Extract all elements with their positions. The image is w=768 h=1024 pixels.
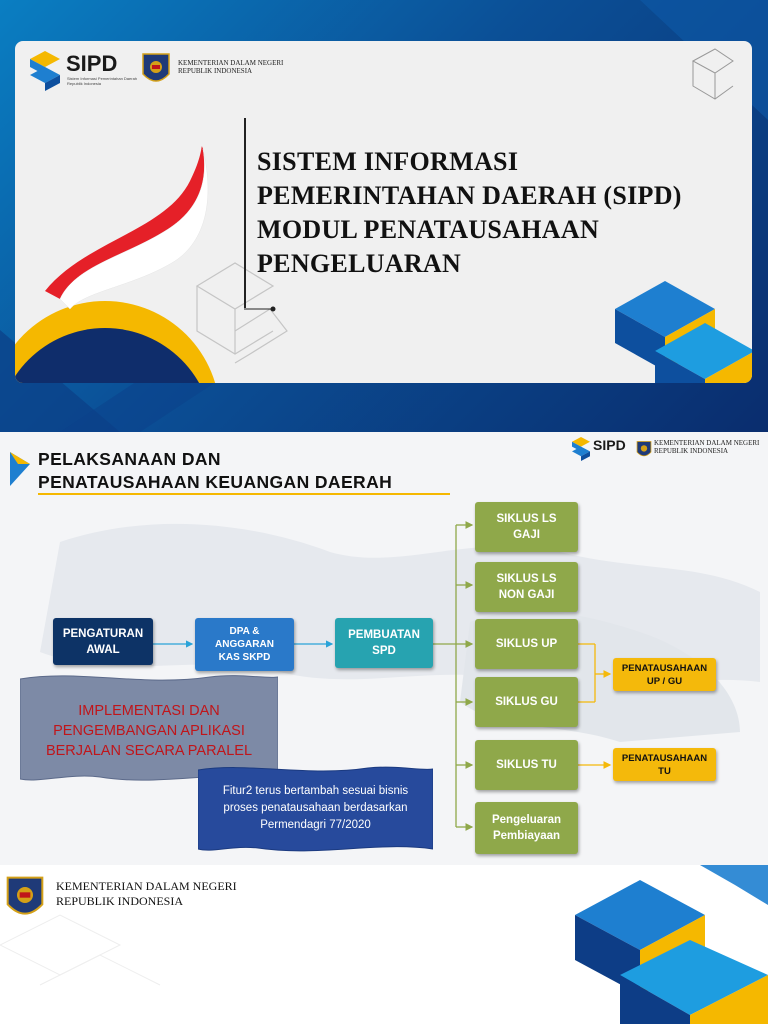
kemendagri-emblem-icon-large: [5, 875, 45, 923]
flow-box-siklus-gu[interactable]: SIKLUS GU: [475, 677, 578, 727]
note-fitur: [198, 765, 433, 855]
sipd-logo-text: SIPD: [66, 51, 118, 76]
slide-title: SISTEM INFORMASI PEMERINTAHAN DAERAH (SIPD) MODUL PENATAUSAHAAN PENGELUARAN: [257, 147, 682, 278]
note2-line-2: proses penatausahaan berdasarkan: [223, 802, 408, 814]
flow-box-siklus-up[interactable]: SIKLUS UP: [475, 619, 578, 669]
sipd-chevron-graphic: [615, 281, 752, 383]
flow-box-siklus-ls-non-gaji[interactable]: SIKLUS LS NON GAJI: [475, 562, 578, 612]
note2-line-3: Permendagri 77/2020: [260, 819, 371, 831]
flag-ribbon-white: [60, 149, 208, 309]
kemendagri-emblem-icon: [141, 52, 171, 88]
flow-box-pengaturan-awal[interactable]: PENGATURAN AWAL: [53, 618, 153, 665]
closing-chevron-graphic: [575, 865, 768, 1024]
title-divider-line: [244, 118, 246, 308]
flow-box-siklus-tu[interactable]: SIKLUS TU: [475, 740, 578, 790]
flow-box-dpa-anggaran[interactable]: DPA & ANGGARAN KAS SKPD: [195, 618, 294, 671]
sipd-logo-text-small: SIPD: [593, 437, 626, 453]
note1-line-2: PENGEMBANGAN APLIKASI: [53, 723, 245, 739]
note2-line-1: Fitur2 terus bertambah sesuai bisnis: [222, 785, 409, 797]
flow-box-penatausahaan-tu[interactable]: PENATAUSAHAAN TU: [613, 748, 716, 781]
wireframe-icon-small: [693, 49, 733, 99]
ministry-label: KEMENTERIAN DALAM NEGERI REPUBLIK INDONESIA: [178, 59, 284, 75]
ministry-label-large: KEMENTERIAN DALAM NEGERI REPUBLIK INDONESIA: [56, 879, 237, 908]
flow-box-siklus-ls-gaji[interactable]: SIKLUS LS GAJI: [475, 502, 578, 552]
sipd-logo-subtitle: Sistem Informasi Pemerintahan Daerah Republik Indonesia: [67, 76, 138, 86]
slide-heading-line-1: PELAKSANAAN DAN: [38, 449, 221, 469]
flow-box-penatausahaan-up-gu[interactable]: PENATAUSAHAAN UP / GU: [613, 658, 716, 691]
flow-box-pengeluaran-pembiayaan[interactable]: Pengeluaran Pembiayaan: [475, 802, 578, 854]
note1-line-3: BERJALAN SECARA PARALEL: [45, 743, 253, 759]
title-slide: [0, 0, 768, 432]
ministry-label-small: KEMENTERIAN DALAM NEGERI REPUBLIK INDONESIA: [654, 439, 760, 455]
sipd-logo-icon: [30, 51, 60, 91]
slide-heading-line-2: PENATAUSAHAAN KEUANGAN DAERAH: [38, 472, 393, 492]
flow-box-pembuatan-spd[interactable]: PEMBUATAN SPD: [335, 618, 433, 668]
note1-line-1: IMPLEMENTASI DAN: [78, 703, 220, 719]
